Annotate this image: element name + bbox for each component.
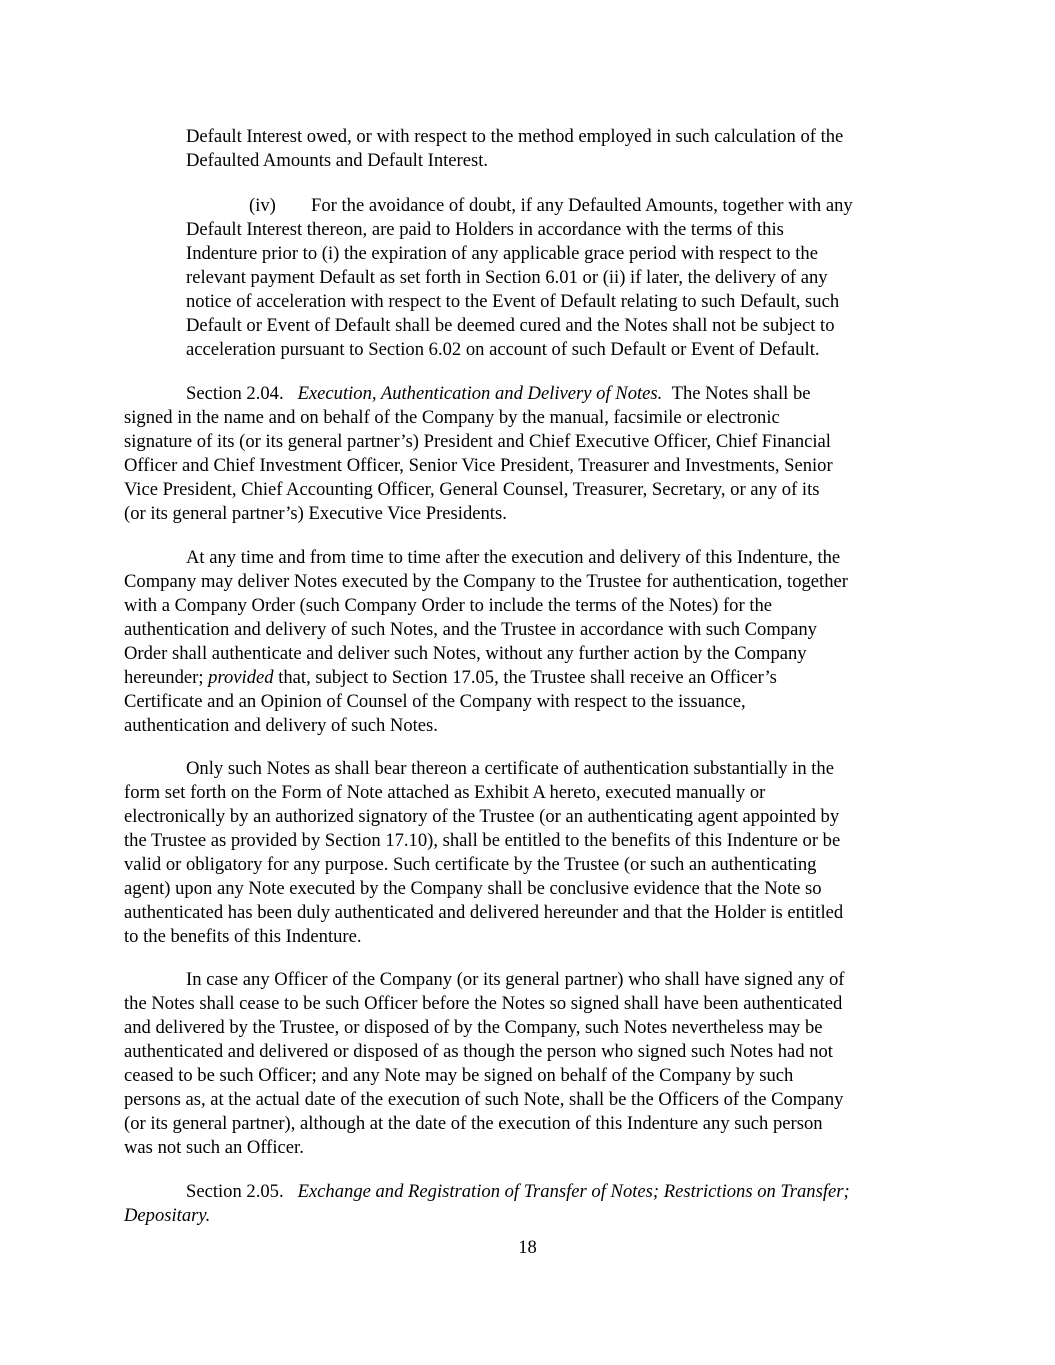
text-line: authenticated and delivered or disposed of as though the person who signed such Notes had not xyxy=(124,1041,833,1062)
text-line: Only such Notes as shall bear thereon a certificate of authentication substantially in the xyxy=(186,758,834,779)
text-line: In case any Officer of the Company (or its general partner) who shall have signed any of xyxy=(186,969,845,990)
text-line: relevant payment Default as set forth in Section 6.01 or (ii) if later, the delivery of any xyxy=(186,267,828,288)
text-fragment: that, subject to Section 17.05, the Trustee shall receive an Officer’s xyxy=(278,667,777,688)
text-line: (or its general partner), although at the date of the execution of this Indenture any such person xyxy=(124,1113,823,1134)
text-line: notice of acceleration with respect to the Event of Default relating to such Default, such xyxy=(186,291,840,312)
text-line: the Trustee as provided by Section 17.10), shall be entitled to the benefits of this Indenture or be xyxy=(124,830,841,851)
section-heading-2-04 xyxy=(186,382,811,406)
text-line: Defaulted Amounts and Default Interest. xyxy=(186,150,489,171)
section-title-cont: Depositary. xyxy=(124,1205,211,1226)
section-heading-2-05 xyxy=(186,1180,850,1204)
text-line: Default Interest thereon, are paid to Holders in accordance with the terms of this xyxy=(186,219,784,240)
text-line: and delivered by the Trustee, or disposed of by the Company, such Notes nevertheless may be xyxy=(124,1017,823,1038)
text-line: Vice President, Chief Accounting Officer, General Counsel, Treasurer, Secretary, or any of its xyxy=(124,479,820,500)
text-fragment: hereunder; xyxy=(124,667,204,688)
text-line: (or its general partner’s) Executive Vice Presidents. xyxy=(124,503,507,524)
text-line: signed in the name and on behalf of the Company by the manual, facsimile or electronic xyxy=(124,407,780,428)
page-number: 18 xyxy=(518,1237,537,1258)
section-number: Section 2.04. xyxy=(186,383,284,404)
text-line: form set forth on the Form of Note attached as Exhibit A hereto, executed manually or xyxy=(124,782,766,803)
text-line: authentication and delivery of such Notes. xyxy=(124,715,438,736)
text-line: persons as, at the actual date of the execution of such Note, shall be the Officers of the Company xyxy=(124,1089,844,1110)
text-line: valid or obligatory for any purpose. Such certificate by the Trustee (or such an authenticating xyxy=(124,854,817,875)
text-line: was not such an Officer. xyxy=(124,1137,304,1158)
text-line: with a Company Order (such Company Order to include the terms of the Notes) for the xyxy=(124,595,773,616)
text-line: Default or Event of Default shall be deemed cured and the Notes shall not be subject to xyxy=(186,315,835,336)
text-line: Indenture prior to (i) the expiration of any applicable grace period with respect to the xyxy=(186,243,818,264)
provided-term: provided xyxy=(208,667,274,688)
text-line: to the benefits of this Indenture. xyxy=(124,926,362,947)
text-line xyxy=(124,1204,210,1228)
text-line: For the avoidance of doubt, if any Defaulted Amounts, together with any xyxy=(311,195,853,216)
text-line: the Notes shall cease to be such Officer before the Notes so signed shall have been authenticated xyxy=(124,993,843,1014)
text-line: agent) upon any Note executed by the Company shall be conclusive evidence that the Note so xyxy=(124,878,822,899)
section-title: Exchange and Registration of Transfer of Notes; Restrictions on Transfer; xyxy=(297,1181,850,1202)
clause-marker: (iv) xyxy=(249,195,276,216)
text-line xyxy=(124,666,777,690)
text-line: Company may deliver Notes executed by the Company to the Trustee for authentication, together xyxy=(124,571,848,592)
text-line: authentication and delivery of such Notes, and the Trustee in accordance with such Company xyxy=(124,619,817,640)
section-title: Execution, Authentication and Delivery of Notes. xyxy=(297,383,663,404)
text-line: acceleration pursuant to Section 6.02 on account of such Default or Event of Default. xyxy=(186,339,820,360)
text-line: Default Interest owed, or with respect to the method employed in such calculation of the xyxy=(186,126,844,147)
text-line: Order shall authenticate and deliver such Notes, without any further action by the Company xyxy=(124,643,807,664)
text-line: electronically by an authorized signatory of the Trustee (or an authenticating agent appointed by xyxy=(124,806,840,827)
text-line: ceased to be such Officer; and any Note may be signed on behalf of the Company by such xyxy=(124,1065,794,1086)
text-line: At any time and from time to time after the execution and delivery of this Indenture, the xyxy=(186,547,841,568)
text-fragment: The Notes shall be xyxy=(671,383,811,404)
text-line: authenticated has been duly authenticated and delivered hereunder and that the Holder is entitled xyxy=(124,902,844,923)
text-line: signature of its (or its general partner’s) President and Chief Executive Officer, Chief Financial xyxy=(124,431,831,452)
text-line: Certificate and an Opinion of Counsel of the Company with respect to the issuance, xyxy=(124,691,746,712)
text-line: Officer and Chief Investment Officer, Senior Vice President, Treasurer and Investments, Senior xyxy=(124,455,833,476)
section-number: Section 2.05. xyxy=(186,1181,284,1202)
